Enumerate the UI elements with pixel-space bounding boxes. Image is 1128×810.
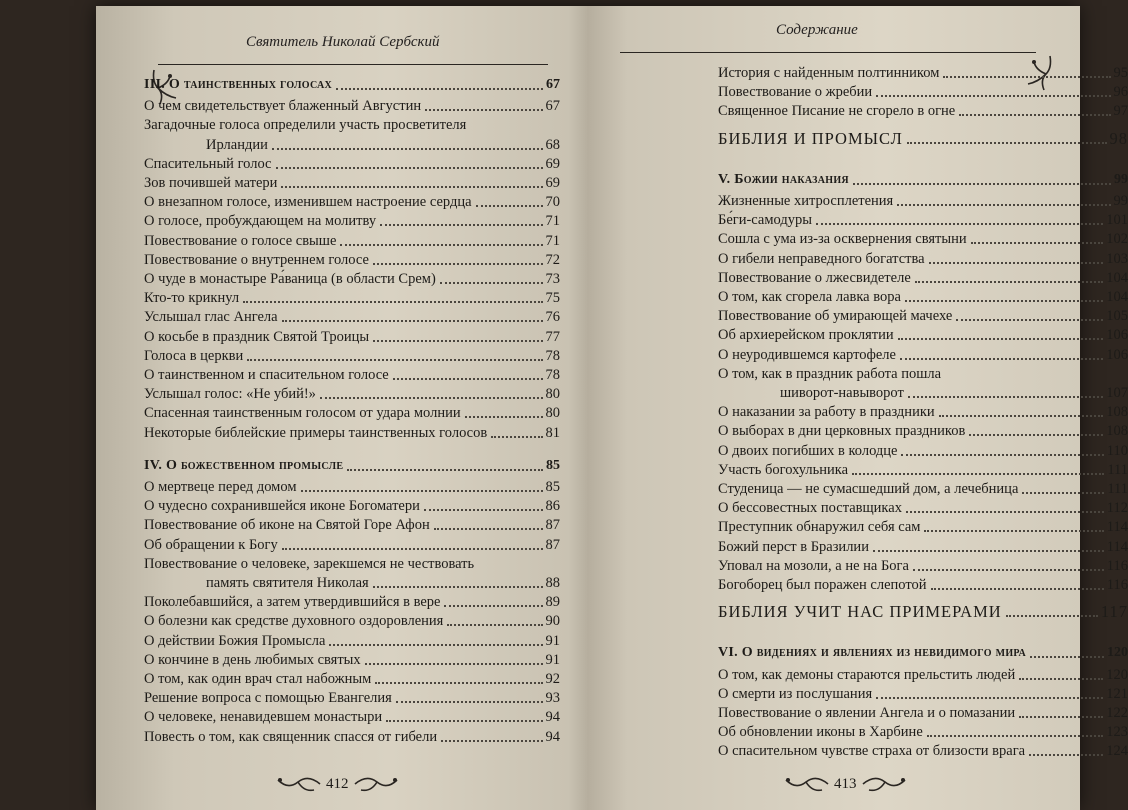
dot-leader: [380, 224, 542, 226]
toc-entry-page: 122: [1106, 705, 1128, 721]
toc-entry: [144, 212, 560, 230]
toc-entry: [718, 83, 1128, 101]
toc-section-heading: [144, 457, 560, 475]
toc-entry-page: 117: [1100, 602, 1128, 622]
toc-entry: [144, 404, 560, 422]
toc-entry: [718, 557, 1128, 575]
toc-entry-page: 110: [1106, 442, 1128, 459]
toc-entry-page: 120: [1107, 645, 1128, 661]
toc-entry-page: 114: [1106, 519, 1128, 536]
toc-entry-page: 89: [545, 594, 560, 611]
dot-leader: [939, 415, 1104, 417]
toc-entry-page: 121: [1106, 685, 1128, 702]
toc-entry-title: V. Божии наказания: [718, 171, 849, 187]
dot-leader: [465, 416, 543, 418]
dot-leader: [1029, 754, 1103, 756]
toc-entry-title: О чем свидетельствует блаженный Августин: [144, 98, 422, 115]
dot-leader: [905, 300, 1103, 302]
dot-leader: [1030, 656, 1104, 658]
toc-entry-title: БИБЛИЯ И ПРОМЫСЛ: [718, 128, 903, 148]
toc-entry: [144, 366, 560, 384]
toc-entry-title: Поколебавшийся, а затем утвердившийся в вере: [144, 594, 441, 611]
toc-entry-title: О выборах в дни церковных праздников: [718, 423, 966, 440]
toc-entry-page: 108: [1106, 423, 1128, 440]
toc-entry-page: 120: [1106, 666, 1128, 683]
toc-entry: [718, 403, 1128, 421]
dot-leader: [282, 548, 543, 550]
toc-section-heading: [718, 171, 1128, 189]
toc-entry: [144, 270, 560, 288]
toc-entry-page: 87: [545, 536, 560, 553]
dot-leader: [444, 605, 542, 607]
toc-entry-page: 72: [545, 251, 560, 268]
toc-entry-title: Повествование о внутреннем голосе: [144, 251, 369, 268]
toc-entry-title: Услышал глас Ангела: [144, 309, 278, 326]
fleuron-right-icon: [353, 772, 401, 796]
fleuron-left-icon: [274, 772, 322, 796]
toc-entry: [144, 116, 560, 134]
dot-leader: [247, 359, 542, 361]
toc-entry-title: БИБЛИЯ УЧИТ НАС ПРИМЕРАМИ: [718, 602, 1002, 622]
dot-leader: [1019, 716, 1103, 718]
toc-entry-page: 124: [1106, 743, 1128, 760]
dot-leader: [440, 282, 543, 284]
toc-entry-title: О том, как демоны стараются прельстить людей: [718, 666, 1016, 683]
toc-entry: [718, 346, 1128, 364]
toc-entry: [144, 728, 560, 746]
toc-entry-title: О человеке, ненавидевшем монастыри: [144, 709, 383, 726]
toc-entry-title: Преступник обнаружил себя сам: [718, 519, 921, 536]
toc-entry-page: 88: [545, 575, 560, 591]
dot-leader: [913, 569, 1104, 571]
dot-leader: [476, 205, 543, 207]
dot-leader: [969, 434, 1103, 436]
toc-entry: [718, 384, 1128, 402]
toc-entry-title: Богоборец был поражен слепотой: [718, 577, 927, 593]
toc-entry-page: 107: [1106, 385, 1128, 401]
toc-entry-page: 99: [1113, 193, 1128, 209]
toc-entry-title: Об обновлении иконы в Харбине: [718, 724, 923, 741]
toc-entry-page: 86: [545, 498, 560, 515]
dot-leader: [301, 490, 543, 492]
dot-leader: [1006, 615, 1098, 617]
dot-leader: [959, 114, 1110, 116]
dot-leader: [276, 167, 543, 169]
toc-entry-title: Спасенная таинственным голосом от удара молнии: [144, 405, 461, 422]
toc-entry: [144, 193, 560, 211]
toc-entry-page: 77: [545, 328, 560, 345]
dot-leader: [907, 142, 1107, 144]
toc-entry: [718, 250, 1128, 268]
toc-entry-page: 98: [1109, 128, 1128, 148]
dot-leader: [900, 358, 1103, 360]
toc-entry: [718, 269, 1128, 287]
toc-entry: [144, 424, 560, 442]
dot-leader: [365, 663, 543, 665]
running-head: Святитель Николай Сербский: [246, 34, 440, 50]
toc-entry-page: 106: [1106, 327, 1128, 344]
toc-entry-page: 99: [1114, 171, 1128, 187]
toc-entry-title: Священное Писание не сгорело в огне: [718, 103, 956, 120]
toc-entry: [718, 64, 1128, 82]
toc-entry-page: 67: [545, 98, 560, 115]
toc-entry-title: Уповал на мозоли, а не на Бога: [718, 557, 909, 574]
toc-entry: [718, 576, 1128, 594]
toc-entry-page: 68: [545, 136, 560, 153]
dot-leader: [1019, 678, 1103, 680]
toc-entry-title: О болезни как средстве духовного оздоровления: [144, 613, 444, 630]
dot-leader: [915, 281, 1103, 283]
toc-entry-title: Зов почившей матери: [144, 175, 278, 191]
toc-part-heading: [718, 130, 1128, 148]
toc-entry-page: 76: [545, 309, 560, 326]
dot-leader: [971, 242, 1104, 244]
dot-leader: [901, 454, 1103, 456]
toc-entry-title: Кто-то крикнул: [144, 290, 240, 307]
toc-entry-title: О том, как в праздник работа пошла: [718, 365, 942, 382]
toc-entry-title: Повествование о жребии: [718, 84, 873, 101]
toc-entry-title: Спасительный голос: [144, 155, 272, 172]
dot-leader: [282, 320, 543, 322]
toc-entry-page: 67: [546, 77, 560, 92]
dot-leader: [373, 340, 542, 342]
dot-leader: [906, 511, 1104, 513]
toc-entry-page: 85: [545, 479, 560, 495]
dot-leader: [943, 76, 1110, 78]
dot-leader: [373, 586, 543, 588]
toc-entry-page: 111: [1107, 461, 1128, 478]
dot-leader: [441, 740, 542, 742]
toc-entry: [144, 670, 560, 688]
toc-entry: [144, 97, 560, 115]
toc-entry-page: 94: [545, 709, 560, 726]
dot-leader: [347, 469, 543, 471]
dot-leader: [393, 378, 543, 380]
toc-entry-page: 116: [1106, 557, 1128, 574]
dot-leader: [931, 588, 1104, 590]
toc-entry-page: 75: [545, 290, 560, 307]
toc-entry-page: 69: [545, 155, 560, 172]
dot-leader: [375, 682, 542, 684]
toc-entry-page: 69: [545, 175, 560, 191]
toc-entry-title: О спасительном чувстве страха от близости врага: [718, 743, 1026, 760]
dot-leader: [853, 183, 1111, 185]
toc-entry: [144, 497, 560, 515]
toc-entry: [718, 288, 1128, 306]
dot-leader: [281, 186, 542, 188]
toc-section-heading: [718, 644, 1128, 662]
toc-entry-title: шиворот-навыворот: [780, 385, 904, 401]
toc-part-heading: [718, 603, 1128, 621]
toc-entry-page: 101: [1106, 212, 1128, 229]
toc-entry: [144, 689, 560, 707]
toc-entry: [718, 480, 1128, 498]
toc-entry: [144, 136, 560, 154]
toc-entry: [718, 192, 1128, 210]
toc-entry-title: Божий перст в Бразилии: [718, 538, 869, 555]
page-number: 413: [834, 775, 857, 792]
dot-leader: [929, 262, 1104, 264]
toc-entry-title: Жизненные хитросплетения: [718, 193, 894, 209]
toc-entry-title: О таинственном и спасительном голосе: [144, 367, 389, 383]
toc-entry-page: 95: [1113, 65, 1128, 81]
toc-entry-title: Студеница — не сумасшедший дом, а лечебница: [718, 481, 1019, 497]
toc-entry-page: 105: [1106, 308, 1128, 325]
toc-entry: [144, 536, 560, 554]
toc-entry: [144, 632, 560, 650]
toc-entry: [718, 326, 1128, 344]
book-spread: [96, 6, 1128, 810]
toc-entry-title: О чудесно сохранившейся иконе Богоматери: [144, 498, 420, 515]
toc-entry-page: 94: [545, 728, 560, 745]
toc-entry: [718, 230, 1128, 248]
toc-entry-title: Повествование об иконе на Святой Горе Афон: [144, 517, 430, 534]
toc-entry-title: Повествование об умирающей мачехе: [718, 308, 953, 325]
toc-entry-page: 70: [545, 194, 560, 211]
header-rule: [620, 52, 1036, 53]
toc-entry-page: 71: [545, 213, 560, 230]
toc-entry: [144, 347, 560, 365]
dot-leader: [897, 204, 1110, 206]
toc-entry-page: 87: [545, 517, 560, 534]
toc-entry-title: О чуде в монастыре Ра́ваница (в области Срем): [144, 271, 436, 287]
toc-entry-page: 111: [1107, 481, 1128, 497]
toc-entry: [144, 328, 560, 346]
dot-leader: [924, 530, 1103, 532]
dot-leader: [320, 397, 543, 399]
page-number-footer: [274, 772, 401, 796]
toc-entry: [144, 708, 560, 726]
toc-entry-page: 102: [1106, 231, 1128, 248]
toc-entry-title: О кончине в день любимых святых: [144, 651, 361, 668]
toc-entry-page: 81: [545, 424, 560, 441]
right-page: [596, 6, 1128, 810]
left-page: [96, 6, 588, 810]
toc-entry-title: Повествование о голосе свыше: [144, 232, 337, 249]
toc-entry-title: Повествование о явлении Ангела и о помазании: [718, 705, 1016, 721]
toc-entry: [718, 442, 1128, 460]
dot-leader: [447, 624, 542, 626]
toc-entry: [144, 385, 560, 403]
toc-entry-title: О неуродившемся картофеле: [718, 346, 896, 363]
toc-entry-page: 80: [545, 386, 560, 403]
toc-entry: [144, 289, 560, 307]
toc-entry-page: 114: [1106, 538, 1128, 555]
dot-leader: [852, 473, 1104, 475]
toc-entry-page: 96: [1113, 84, 1128, 101]
toc-entry-title: О бессовестных поставщиках: [718, 500, 902, 517]
toc-entry-title: Повествование о лжесвидетеле: [718, 269, 911, 286]
toc-entry: [144, 155, 560, 173]
dot-leader: [396, 701, 543, 703]
toc-entry: [718, 365, 1128, 383]
toc-entry-title: Участь богохульника: [718, 461, 849, 478]
dot-leader: [434, 528, 543, 530]
page-number-footer: [782, 772, 909, 796]
toc-entry-page: 91: [545, 651, 560, 668]
dot-leader: [329, 644, 542, 646]
toc-entry-title: О внезапном голосе, изменившем настроение сердца: [144, 194, 472, 211]
fleuron-right-icon: [861, 772, 909, 796]
dot-leader: [424, 509, 543, 511]
header-rule: [158, 64, 548, 65]
toc-entry: [718, 704, 1128, 722]
toc-entry: [144, 232, 560, 250]
toc-entry: [718, 538, 1128, 556]
toc-entry: [718, 211, 1128, 229]
toc-entry: [718, 102, 1128, 120]
toc-section-heading: [144, 76, 560, 94]
toc-entry-title: Ирландии: [206, 136, 268, 153]
toc-entry-title: IV. О божественном промысле: [144, 457, 344, 473]
toc-entry-page: 90: [545, 613, 560, 630]
toc-entry-title: О действии Божия Промысла: [144, 632, 326, 649]
toc-entry-page: 91: [545, 632, 560, 649]
toc-entry-title: О смерти из послушания: [718, 685, 873, 702]
toc-entry-page: 116: [1106, 577, 1128, 593]
toc-entry: [718, 723, 1128, 741]
toc-entry-title: Об обращении к Богу: [144, 536, 278, 553]
toc-entry: [144, 308, 560, 326]
toc-entry-page: 92: [545, 671, 560, 687]
toc-entry: [718, 742, 1128, 760]
toc-entry-title: Некоторые библейские примеры таинственных голосов: [144, 424, 488, 441]
dot-leader: [816, 223, 1103, 225]
dot-leader: [373, 263, 543, 265]
dot-leader: [908, 396, 1103, 398]
toc-entry: [144, 174, 560, 192]
toc-entry-page: 104: [1106, 269, 1128, 286]
toc-entry-page: 106: [1106, 346, 1128, 363]
toc-entry-title: История с найденным полтинником: [718, 65, 940, 81]
dot-leader: [876, 697, 1103, 699]
toc-entry: [144, 478, 560, 496]
toc-entry-page: 108: [1106, 404, 1128, 421]
toc-entry: [144, 555, 560, 573]
dot-leader: [1022, 492, 1104, 494]
toc-entry: [718, 422, 1128, 440]
toc-entry-title: Голоса в церкви: [144, 347, 244, 364]
toc-entry-page: 73: [545, 271, 560, 287]
running-head: Содержание: [776, 22, 858, 38]
dot-leader: [272, 148, 543, 150]
toc-entry-page: 78: [545, 367, 560, 383]
toc-entry: [718, 518, 1128, 536]
fleuron-left-icon: [782, 772, 830, 796]
toc-entry: [144, 651, 560, 669]
toc-entry-page: 103: [1106, 250, 1128, 267]
toc-entry-title: О мертвеце перед домом: [144, 479, 297, 495]
toc-entry-title: Об архиерейском проклятии: [718, 327, 894, 344]
dot-leader: [898, 338, 1104, 340]
toc-entry-title: VI. О видениях и явлениях из невидимого мира: [718, 645, 1027, 661]
toc-entry-title: Решение вопроса с помощью Евангелия: [144, 690, 392, 707]
toc-entry-title: О том, как один врач стал набожным: [144, 671, 372, 687]
dot-leader: [386, 720, 542, 722]
toc-entry-page: 97: [1113, 103, 1128, 120]
toc-entry-title: О гибели неправедного богатства: [718, 250, 925, 267]
toc-entry-title: Повесть о том, как священник спасся от гибели: [144, 728, 438, 745]
dot-leader: [491, 436, 542, 438]
toc-entry: [144, 251, 560, 269]
toc-entry: [718, 461, 1128, 479]
toc-entry: [718, 685, 1128, 703]
toc-entry-title: Загадочные голоса определили участь просветителя: [144, 117, 467, 134]
toc-entry-title: О двоих погибших в колодце: [718, 442, 898, 459]
toc-entry: [144, 574, 560, 592]
toc-entry-title: Повествование о человеке, зарекшемся не чествовать: [144, 555, 475, 572]
dot-leader: [956, 319, 1103, 321]
toc-entry-page: 71: [545, 232, 560, 249]
toc-entry-title: Бе́ги-самодуры: [718, 212, 812, 229]
toc-entry-page: 78: [545, 347, 560, 364]
dot-leader: [243, 301, 542, 303]
dot-leader: [873, 550, 1104, 552]
toc-entry-page: 85: [546, 457, 560, 473]
toc-entry-page: 93: [545, 690, 560, 707]
toc-entry: [144, 612, 560, 630]
toc-entry-title: память святителя Николая: [206, 575, 369, 591]
toc-entry-page: 80: [545, 405, 560, 422]
toc-entry: [718, 499, 1128, 517]
toc-entry-title: О том, как сгорела лавка вора: [718, 289, 901, 305]
dot-leader: [876, 95, 1110, 97]
dot-leader: [425, 109, 542, 111]
toc-entry-title: О косьбе в праздник Святой Троицы: [144, 328, 370, 345]
dot-leader: [340, 244, 542, 246]
page-number: 412: [326, 775, 349, 792]
toc-entry-page: 112: [1106, 500, 1128, 517]
toc-entry-title: III. О таинственных голосах: [144, 77, 333, 92]
toc-entry: [718, 307, 1128, 325]
toc-entry: [144, 593, 560, 611]
toc-entry-title: О наказании за работу в праздники: [718, 404, 935, 421]
dot-leader: [927, 735, 1104, 737]
toc-entry-page: 104: [1106, 289, 1128, 305]
toc-entry-title: Услышал голос: «Не убий!»: [144, 386, 316, 403]
toc-entry-title: О голосе, пробуждающем на молитву: [144, 213, 377, 230]
dot-leader: [336, 88, 543, 90]
toc-entry-title: Сошла с ума из-за осквернения святыни: [718, 231, 967, 248]
toc-entry: [144, 516, 560, 534]
toc-entry-page: 123: [1106, 724, 1128, 741]
toc-entry: [718, 666, 1128, 684]
